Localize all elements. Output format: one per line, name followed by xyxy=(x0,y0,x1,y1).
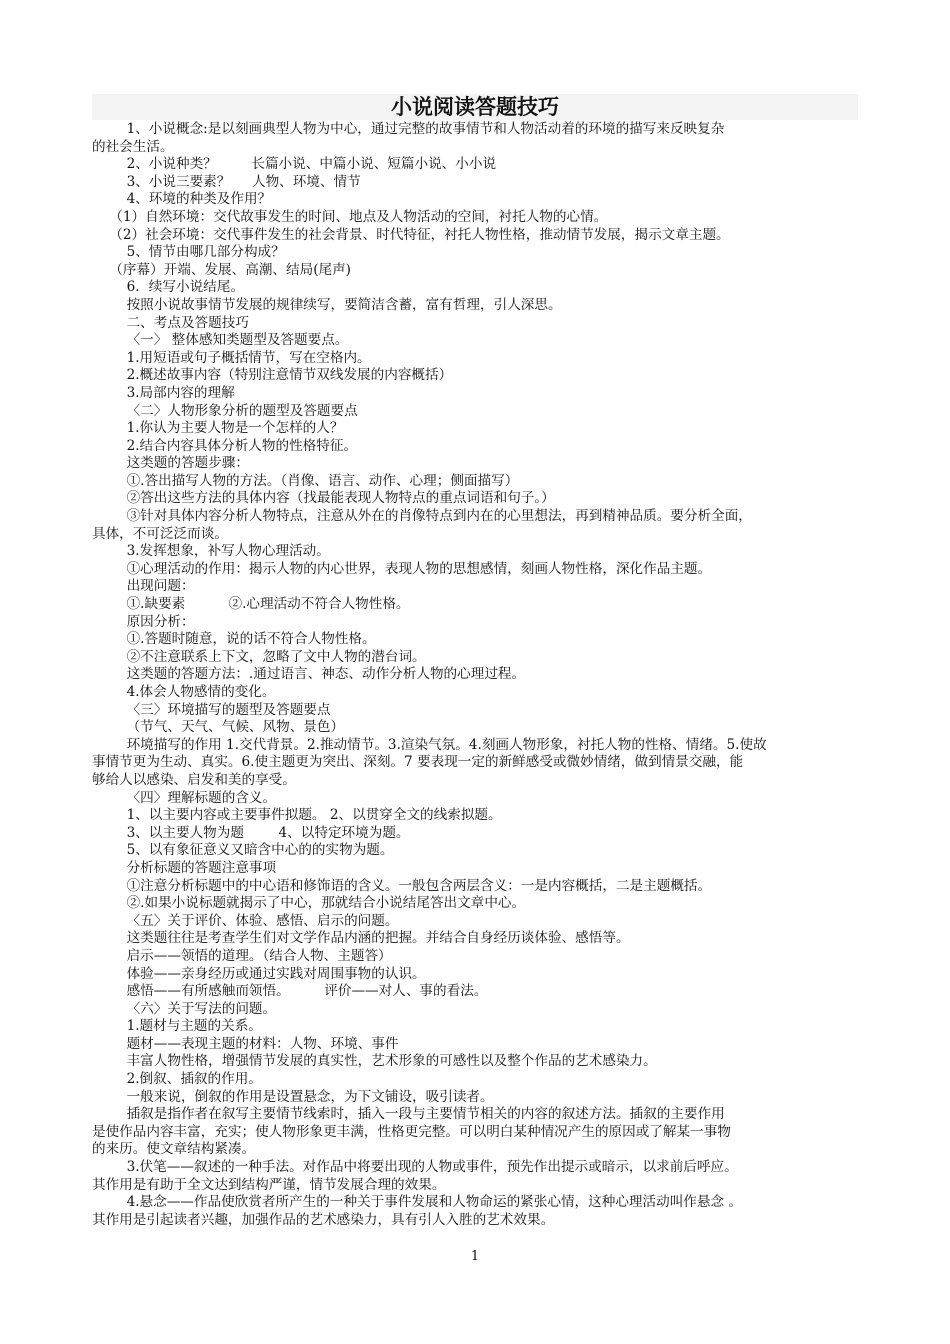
text-line: 丰富人物性格，增强情节发展的真实性，艺术形象的可感性以及整个作品的艺术感染力。 xyxy=(92,1053,657,1070)
text-line: 事情节更为生动、真实。6.使主题更为突出、深刻。7 要表现一定的新鲜感受或微妙情绪，做到情景交融，能 xyxy=(92,754,744,771)
text-line: 体验——亲身经历或通过实践对周围事物的认识。 xyxy=(92,965,426,982)
text-line: 插叙是指作者在叙写主要情节线索时，插入一段与主要情节相关的内容的叙述方法。插叙的主要作用 xyxy=(92,1106,725,1123)
text-line: ①心理活动的作用：揭示人物的内心世界，表现人物的思想感情，刻画人物性格，深化作品主题。 xyxy=(92,560,712,577)
text-line: 3.发挥想象，补写人物心理活动。 xyxy=(92,543,330,560)
text-line: 一般来说，倒叙的作用是设置悬念，为下文铺设，吸引读者。 xyxy=(92,1088,494,1105)
text-line: ①注意分析标题中的中心语和修饰语的含义。一般包含两层含义：一是内容概括，二是主题概括。 xyxy=(92,877,712,894)
text-line: 1、以主要内容或主要事件拟题。 2、以贯穿全文的线索拟题。 xyxy=(92,807,502,824)
page-number: 1 xyxy=(470,1249,480,1264)
text-line: 3.局部内容的理解 xyxy=(92,384,235,401)
text-line: 的社会生活。 xyxy=(92,138,174,155)
text-line: 具体，不可泛泛而谈。 xyxy=(92,525,228,542)
text-line: 1.用短语或句子概括情节，写在空格内。 xyxy=(92,349,371,366)
text-line: 〈五〉关于评价、体验、感悟、启示的问题。 xyxy=(92,912,399,929)
text-line: 〈一〉 整体感知类题型及答题要点。 xyxy=(92,332,349,349)
page-title: 小说阅读答题技巧 xyxy=(391,95,559,119)
body-text xyxy=(92,121,862,1229)
text-line: ②答出这些方法的具体内容（找最能表现人物特点的重点词语和句子。） xyxy=(92,490,555,507)
text-line: 够给人以感染、启发和美的享受。 xyxy=(92,771,296,788)
text-line: ②不注意联系上下文，忽略了文中人物的潜台词。 xyxy=(92,648,426,665)
text-line: 6．续写小说结尾。 xyxy=(92,279,244,296)
text-line: 分析标题的答题注意事项 xyxy=(92,859,277,876)
text-line: 〈六〉关于写法的问题。 xyxy=(92,1000,277,1017)
text-line: 〈四〉理解标题的含义。 xyxy=(92,789,277,806)
text-line: 按照小说故事情节发展的规律续写，要简洁含蓄，富有哲理，引人深思。 xyxy=(92,296,562,313)
text-line: 5、情节由哪几部分构成？ xyxy=(92,244,285,261)
text-line: 题材——表现主题的材料：人物、环境、事件 xyxy=(92,1035,399,1052)
text-line: ③针对具体内容分析人物特点，注意从外在的肖像特点到内在的心里想法，再到精神品质。要分析全面， xyxy=(92,508,752,525)
text-line: 〈二〉人物形象分析的题型及答题要点 xyxy=(92,402,358,419)
text-line: 2.倒叙、插叙的作用。 xyxy=(92,1071,262,1088)
text-line: 2.结合内容具体分析人物的性格特征。 xyxy=(92,437,358,454)
text-line: ①.答出描写人物的方法。（肖像、语言、动作、心理；侧面描写） xyxy=(92,472,519,489)
text-line: ①.缺要素 ②.心理活动不符合人物性格。 xyxy=(92,596,410,613)
text-line: 其作用是有助于全文达到结构严谨，情节发展合理的效果。 xyxy=(92,1176,446,1193)
text-line: 这类题的答题步骤： xyxy=(92,455,249,472)
text-line: 5、以有象征意义又暗含中心的的实物为题。 xyxy=(92,842,394,859)
text-line: ①.答题时随意，说的话不符合人物性格。 xyxy=(92,631,376,648)
text-line: 3、以主要人物为题 4、以特定环境为题。 xyxy=(92,824,410,841)
text-line: （2）社会环境：交代事件发生的社会背景、时代特征，衬托人物性格，推动情节发展，揭示文章主题。 xyxy=(92,226,730,243)
text-line: 感悟——有所感触而领悟。 评价——对人、事的看法。 xyxy=(92,983,488,1000)
text-line: 的来历。使文章结构紧凑。 xyxy=(92,1141,256,1158)
text-line: 环境描写的作用 1.交代背景。2.推动情节。3.渲染气氛。4.刻画人物形象，衬托人物的性格、情绪。5.使故 xyxy=(92,736,767,753)
text-line: 4.悬念——作品使欣赏者所产生的一种关于事件发展和人物命运的紧张心情，这种心理活动叫作悬念 。 xyxy=(92,1194,742,1211)
text-line: 是使作品内容丰富，充实；使人物形象更丰满，性格更完整。可以明白某种情况产生的原因或了解某一事物 xyxy=(92,1123,731,1140)
text-line: （节气、天气、气候、风物、景色） xyxy=(92,719,345,736)
text-line: 1.你认为主要人物是一个怎样的人？ xyxy=(92,420,344,437)
text-line: 3、小说三要素？ 人物、环境、情节 xyxy=(92,173,361,190)
text-line: 4、环境的种类及作用？ xyxy=(92,191,272,208)
text-line: 其作用是引起读者兴趣，加强作品的艺术感染力，具有引人入胜的艺术效果。 xyxy=(92,1211,555,1228)
text-line: ②.如果小说标题就揭示了中心，那就结合小说结尾答出文章中心。 xyxy=(92,895,526,912)
text-line: 1.题材与主题的关系。 xyxy=(92,1018,262,1035)
text-line: （1）自然环境：交代故事发生的时间、地点及人物活动的空间，衬托人物的心情。 xyxy=(92,208,608,225)
text-line: 〈三〉环境描写的题型及答题要点 xyxy=(92,701,331,718)
text-line: 二、考点及答题技巧 xyxy=(92,314,249,331)
text-line: 3.伏笔——叙述的一种手法。对作品中将要出现的人物或事件，预先作出提示或暗示，以求前后呼应。 xyxy=(92,1159,738,1176)
text-line: 启示——领悟的道理。（结合人物、主题答） xyxy=(92,947,392,964)
text-line: 1、小说概念:是以刻画典型人物为中心，通过完整的故事情节和人物活动着的环境的描写来反映复杂 xyxy=(92,121,725,137)
text-line: 2.概述故事内容（特别注意情节双线发展的内容概括） xyxy=(92,367,453,384)
text-line: 出现问题： xyxy=(92,578,195,595)
text-line: 2、小说种类？ 长篇小说、中篇小说、短篇小说、小小说 xyxy=(92,156,497,173)
text-line: 这类题的答题方法：.通过语言、神态、动作分析人物的心理过程。 xyxy=(92,666,526,683)
text-line: 原因分析： xyxy=(92,613,195,630)
text-line: 4.体会人物感情的变化。 xyxy=(92,684,276,700)
text-line: （序幕）开端、发展、高潮、结局(尾声) xyxy=(92,261,351,278)
text-line: 这类题往往是考查学生们对文学作品内涵的把握。并结合自身经历谈体验、感悟等。 xyxy=(92,930,630,947)
